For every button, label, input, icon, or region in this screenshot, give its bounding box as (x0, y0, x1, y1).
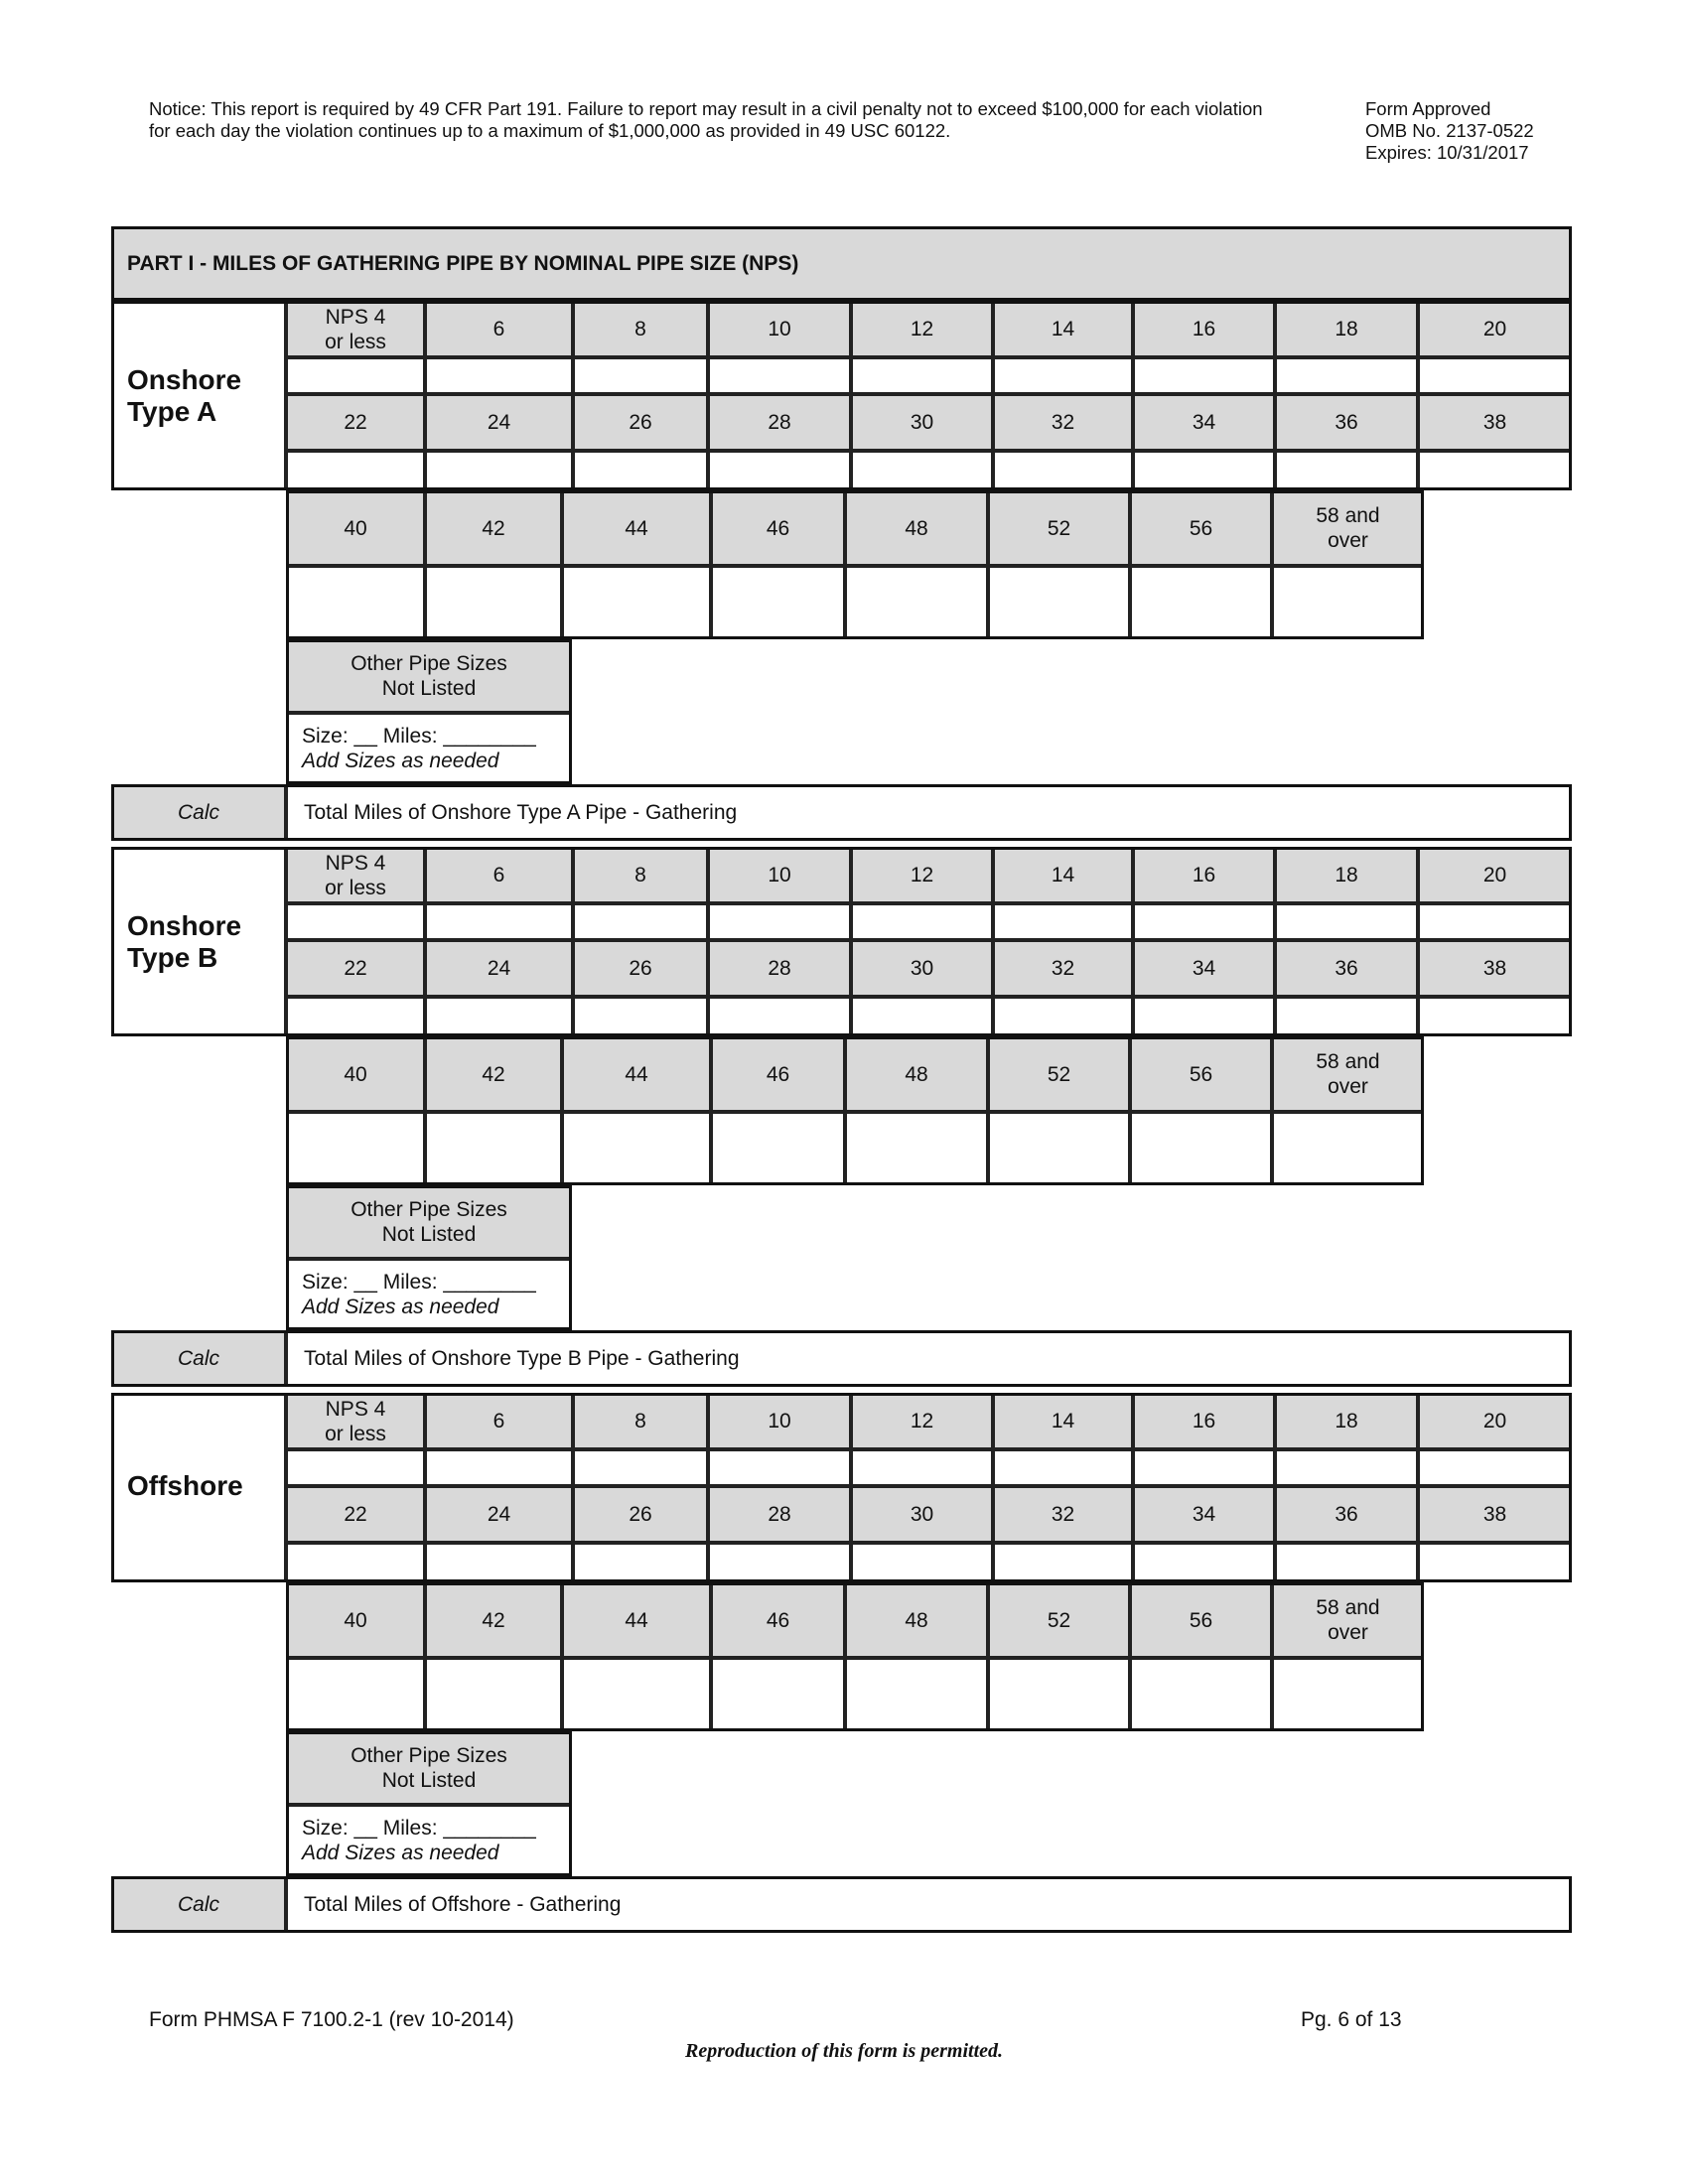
other-sizes-entry[interactable]: Size: __ Miles: ________ (302, 1817, 536, 1840)
onshore-type-a-size-header: 52 (988, 490, 1130, 566)
onshore-type-b-miles-input[interactable] (851, 903, 993, 940)
onshore-type-b-size-header: 48 (845, 1036, 988, 1112)
onshore-type-b-miles-input[interactable] (1272, 1112, 1424, 1185)
onshore-type-a-size-header: 32 (993, 394, 1133, 451)
offshore-size-header: 44 (562, 1582, 711, 1658)
add-sizes-hint: Add Sizes as needed (302, 1296, 499, 1318)
onshore-type-b-size-header: 46 (711, 1036, 845, 1112)
onshore-type-a-miles-input[interactable] (1418, 357, 1572, 394)
notice-line-1: Notice: This report is required by 49 CFR Part 191. Failure to report may result in a civil penalty not to exceed $100,000 for each violation (149, 98, 1263, 119)
onshore-type-a-size-header: 56 (1130, 490, 1272, 566)
offshore-size-header: 58 and over (1272, 1582, 1424, 1658)
onshore-type-a-miles-input[interactable] (851, 357, 993, 394)
onshore-type-a-miles-input[interactable] (562, 566, 711, 639)
offshore-miles-input[interactable] (845, 1658, 988, 1731)
onshore-type-b-miles-input[interactable] (1133, 997, 1275, 1036)
onshore-type-a-size-header: 10 (708, 301, 851, 357)
onshore-type-a-size-header: 6 (425, 301, 573, 357)
offshore-miles-input[interactable] (286, 1543, 425, 1582)
onshore-type-a-miles-input[interactable] (425, 451, 573, 490)
notice-line-2: for each day the violation continues up to a maximum of $1,000,000 as provided in 49 USC 60122. (149, 120, 951, 141)
page-number: Pg. 6 of 13 (1301, 2008, 1402, 2031)
onshore-type-a-miles-input[interactable] (1133, 357, 1275, 394)
offshore-size-header: 12 (851, 1393, 993, 1449)
add-sizes-hint: Add Sizes as needed (302, 750, 499, 772)
onshore-type-b-size-header: 8 (573, 847, 708, 903)
onshore-type-a-label: Onshore Type A (111, 301, 286, 490)
onshore-type-b-miles-input[interactable] (845, 1112, 988, 1185)
onshore-type-a-size-header: 34 (1133, 394, 1275, 451)
onshore-type-a-miles-input[interactable] (851, 451, 993, 490)
onshore-type-b-miles-input[interactable] (562, 1112, 711, 1185)
offshore-size-header: 48 (845, 1582, 988, 1658)
offshore-miles-input[interactable] (708, 1543, 851, 1582)
onshore-type-b-size-header: 12 (851, 847, 993, 903)
onshore-type-a-miles-input[interactable] (1272, 566, 1424, 639)
onshore-type-b-miles-input[interactable] (993, 903, 1133, 940)
onshore-type-b-size-header: NPS 4 or less (286, 847, 425, 903)
offshore-size-header: 18 (1275, 1393, 1418, 1449)
onshore-type-b-size-header: 14 (993, 847, 1133, 903)
onshore-type-a-miles-input[interactable] (993, 451, 1133, 490)
onshore-type-a-size-header: 18 (1275, 301, 1418, 357)
onshore-type-b-size-header: 52 (988, 1036, 1130, 1112)
offshore-size-header: 6 (425, 1393, 573, 1449)
offshore-miles-input[interactable] (1133, 1543, 1275, 1582)
onshore-type-b-miles-input[interactable] (1418, 903, 1572, 940)
offshore-miles-input[interactable] (851, 1449, 993, 1486)
onshore-type-b-miles-input[interactable] (1418, 997, 1572, 1036)
onshore-type-b-size-header: 6 (425, 847, 573, 903)
onshore-type-a-miles-input[interactable] (711, 566, 845, 639)
onshore-type-a-miles-input[interactable] (845, 566, 988, 639)
reproduction-notice: Reproduction of this form is permitted. (684, 2040, 1004, 2062)
add-sizes-hint: Add Sizes as needed (302, 1842, 499, 1864)
onshore-type-a-size-header: 28 (708, 394, 851, 451)
onshore-type-a-size-header: 26 (573, 394, 708, 451)
onshore-type-a-size-header: 40 (286, 490, 425, 566)
offshore-miles-input[interactable] (708, 1449, 851, 1486)
onshore-type-b-size-header: 16 (1133, 847, 1275, 903)
onshore-type-b-miles-input[interactable] (1275, 903, 1418, 940)
onshore-type-b-size-header: 58 and over (1272, 1036, 1424, 1112)
offshore-size-header: 56 (1130, 1582, 1272, 1658)
onshore-type-b-size-header: 38 (1418, 940, 1572, 997)
onshore-type-b-size-header: 44 (562, 1036, 711, 1112)
onshore-type-b-size-header: 34 (1133, 940, 1275, 997)
approval-line-3: Expires: 10/31/2017 (1365, 142, 1529, 163)
onshore-type-a-size-header: 20 (1418, 301, 1572, 357)
onshore-type-a-size-header: 16 (1133, 301, 1275, 357)
onshore-type-b-size-header: 10 (708, 847, 851, 903)
offshore-size-header: 22 (286, 1486, 425, 1543)
onshore-type-a-size-header: 38 (1418, 394, 1572, 451)
offshore-miles-input[interactable] (1133, 1449, 1275, 1486)
onshore-type-a-miles-input[interactable] (993, 357, 1133, 394)
onshore-type-b-miles-input[interactable] (993, 997, 1133, 1036)
other-sizes-entry[interactable]: Size: __ Miles: ________ (302, 1271, 536, 1294)
onshore-type-b-miles-input[interactable] (1275, 997, 1418, 1036)
onshore-type-a-miles-input[interactable] (1275, 357, 1418, 394)
onshore-type-a-size-header: 14 (993, 301, 1133, 357)
offshore-miles-input[interactable] (993, 1543, 1133, 1582)
onshore-type-b-miles-input[interactable] (1133, 903, 1275, 940)
offshore-total-field[interactable]: Total Miles of Offshore - Gathering (286, 1876, 1572, 1933)
onshore-type-b-size-header: 20 (1418, 847, 1572, 903)
onshore-type-a-miles-input[interactable] (573, 357, 708, 394)
onshore-type-b-miles-input[interactable] (988, 1112, 1130, 1185)
offshore-miles-input[interactable] (1275, 1449, 1418, 1486)
onshore-type-a-miles-input[interactable] (1130, 566, 1272, 639)
onshore-type-b-miles-input[interactable] (286, 1112, 425, 1185)
onshore-type-a-other-sizes-label: Other Pipe Sizes Not Listed (286, 639, 572, 713)
approval-line-1: Form Approved (1365, 98, 1491, 119)
offshore-size-header: 28 (708, 1486, 851, 1543)
offshore-miles-input[interactable] (1275, 1543, 1418, 1582)
offshore-size-header: 10 (708, 1393, 851, 1449)
offshore-miles-input[interactable] (1418, 1543, 1572, 1582)
offshore-miles-input[interactable] (1418, 1449, 1572, 1486)
onshore-type-b-other-sizes-input[interactable] (286, 1259, 572, 1330)
onshore-type-a-miles-input[interactable] (425, 566, 562, 639)
onshore-type-b-calc-label: Calc (111, 1330, 286, 1387)
offshore-miles-input[interactable] (573, 1449, 708, 1486)
onshore-type-a-size-header: 44 (562, 490, 711, 566)
onshore-type-a-miles-input[interactable] (286, 566, 425, 639)
offshore-miles-input[interactable] (562, 1658, 711, 1731)
onshore-type-b-miles-input[interactable] (286, 903, 425, 940)
offshore-label: Offshore (111, 1393, 286, 1582)
offshore-miles-input[interactable] (711, 1658, 845, 1731)
offshore-calc-label: Calc (111, 1876, 286, 1933)
onshore-type-b-size-header: 28 (708, 940, 851, 997)
onshore-type-a-miles-input[interactable] (708, 357, 851, 394)
onshore-type-b-miles-input[interactable] (286, 997, 425, 1036)
onshore-type-b-miles-input[interactable] (425, 903, 573, 940)
onshore-type-a-other-sizes-input[interactable] (286, 713, 572, 784)
onshore-type-a-miles-input[interactable] (708, 451, 851, 490)
onshore-type-a-size-header: 8 (573, 301, 708, 357)
offshore-miles-input[interactable] (993, 1449, 1133, 1486)
onshore-type-a-size-header: 24 (425, 394, 573, 451)
offshore-size-header: 24 (425, 1486, 573, 1543)
offshore-miles-input[interactable] (425, 1658, 562, 1731)
onshore-type-a-total-field[interactable]: Total Miles of Onshore Type A Pipe - Gathering (286, 784, 1572, 841)
onshore-type-b-other-sizes-label: Other Pipe Sizes Not Listed (286, 1185, 572, 1259)
offshore-size-header: 8 (573, 1393, 708, 1449)
offshore-miles-input[interactable] (851, 1543, 993, 1582)
approval-line-2: OMB No. 2137-0522 (1365, 120, 1534, 141)
offshore-size-header: NPS 4 or less (286, 1393, 425, 1449)
onshore-type-b-miles-input[interactable] (425, 997, 573, 1036)
onshore-type-a-size-header: 48 (845, 490, 988, 566)
offshore-miles-input[interactable] (573, 1543, 708, 1582)
offshore-size-header: 34 (1133, 1486, 1275, 1543)
offshore-size-header: 32 (993, 1486, 1133, 1543)
onshore-type-a-size-header: 58 and over (1272, 490, 1424, 566)
onshore-type-b-size-header: 26 (573, 940, 708, 997)
offshore-miles-input[interactable] (425, 1449, 573, 1486)
offshore-size-header: 38 (1418, 1486, 1572, 1543)
onshore-type-a-miles-input[interactable] (988, 566, 1130, 639)
offshore-miles-input[interactable] (286, 1449, 425, 1486)
onshore-type-a-miles-input[interactable] (1133, 451, 1275, 490)
onshore-type-a-size-header: 36 (1275, 394, 1418, 451)
onshore-type-a-size-header: 22 (286, 394, 425, 451)
onshore-type-b-size-header: 56 (1130, 1036, 1272, 1112)
onshore-type-a-miles-input[interactable] (573, 451, 708, 490)
onshore-type-b-size-header: 30 (851, 940, 993, 997)
onshore-type-b-size-header: 40 (286, 1036, 425, 1112)
onshore-type-b-miles-input[interactable] (425, 1112, 562, 1185)
other-sizes-entry[interactable]: Size: __ Miles: ________ (302, 725, 536, 748)
offshore-size-header: 30 (851, 1486, 993, 1543)
onshore-type-a-miles-input[interactable] (1275, 451, 1418, 490)
onshore-type-b-miles-input[interactable] (573, 903, 708, 940)
onshore-type-a-size-header: 30 (851, 394, 993, 451)
onshore-type-b-miles-input[interactable] (573, 997, 708, 1036)
offshore-size-header: 16 (1133, 1393, 1275, 1449)
onshore-type-b-miles-input[interactable] (708, 903, 851, 940)
offshore-size-header: 42 (425, 1582, 562, 1658)
onshore-type-a-miles-input[interactable] (1418, 451, 1572, 490)
onshore-type-b-size-header: 22 (286, 940, 425, 997)
onshore-type-b-size-header: 18 (1275, 847, 1418, 903)
offshore-size-header: 36 (1275, 1486, 1418, 1543)
onshore-type-b-size-header: 32 (993, 940, 1133, 997)
onshore-type-a-miles-input[interactable] (286, 357, 425, 394)
onshore-type-a-size-header: 42 (425, 490, 562, 566)
offshore-size-header: 20 (1418, 1393, 1572, 1449)
offshore-miles-input[interactable] (286, 1658, 425, 1731)
offshore-size-header: 40 (286, 1582, 425, 1658)
onshore-type-a-miles-input[interactable] (286, 451, 425, 490)
onshore-type-b-size-header: 42 (425, 1036, 562, 1112)
onshore-type-b-total-field[interactable]: Total Miles of Onshore Type B Pipe - Gathering (286, 1330, 1572, 1387)
offshore-size-header: 14 (993, 1393, 1133, 1449)
onshore-type-a-size-header: 12 (851, 301, 993, 357)
offshore-miles-input[interactable] (1272, 1658, 1424, 1731)
onshore-type-b-label: Onshore Type B (111, 847, 286, 1036)
onshore-type-a-size-header: NPS 4 or less (286, 301, 425, 357)
onshore-type-b-miles-input[interactable] (851, 997, 993, 1036)
offshore-size-header: 46 (711, 1582, 845, 1658)
onshore-type-a-size-header: 46 (711, 490, 845, 566)
offshore-miles-input[interactable] (425, 1543, 573, 1582)
offshore-other-sizes-input[interactable] (286, 1805, 572, 1876)
form-identifier: Form PHMSA F 7100.2-1 (rev 10-2014) (149, 2008, 514, 2031)
onshore-type-a-miles-input[interactable] (425, 357, 573, 394)
part-title: PART I - MILES OF GATHERING PIPE BY NOMINAL PIPE SIZE (NPS) (111, 226, 1572, 301)
offshore-miles-input[interactable] (988, 1658, 1130, 1731)
onshore-type-b-size-header: 24 (425, 940, 573, 997)
onshore-type-a-calc-label: Calc (111, 784, 286, 841)
offshore-other-sizes-label: Other Pipe Sizes Not Listed (286, 1731, 572, 1805)
onshore-type-b-miles-input[interactable] (711, 1112, 845, 1185)
onshore-type-b-miles-input[interactable] (1130, 1112, 1272, 1185)
offshore-miles-input[interactable] (1130, 1658, 1272, 1731)
onshore-type-b-miles-input[interactable] (708, 997, 851, 1036)
offshore-size-header: 26 (573, 1486, 708, 1543)
onshore-type-b-size-header: 36 (1275, 940, 1418, 997)
offshore-size-header: 52 (988, 1582, 1130, 1658)
